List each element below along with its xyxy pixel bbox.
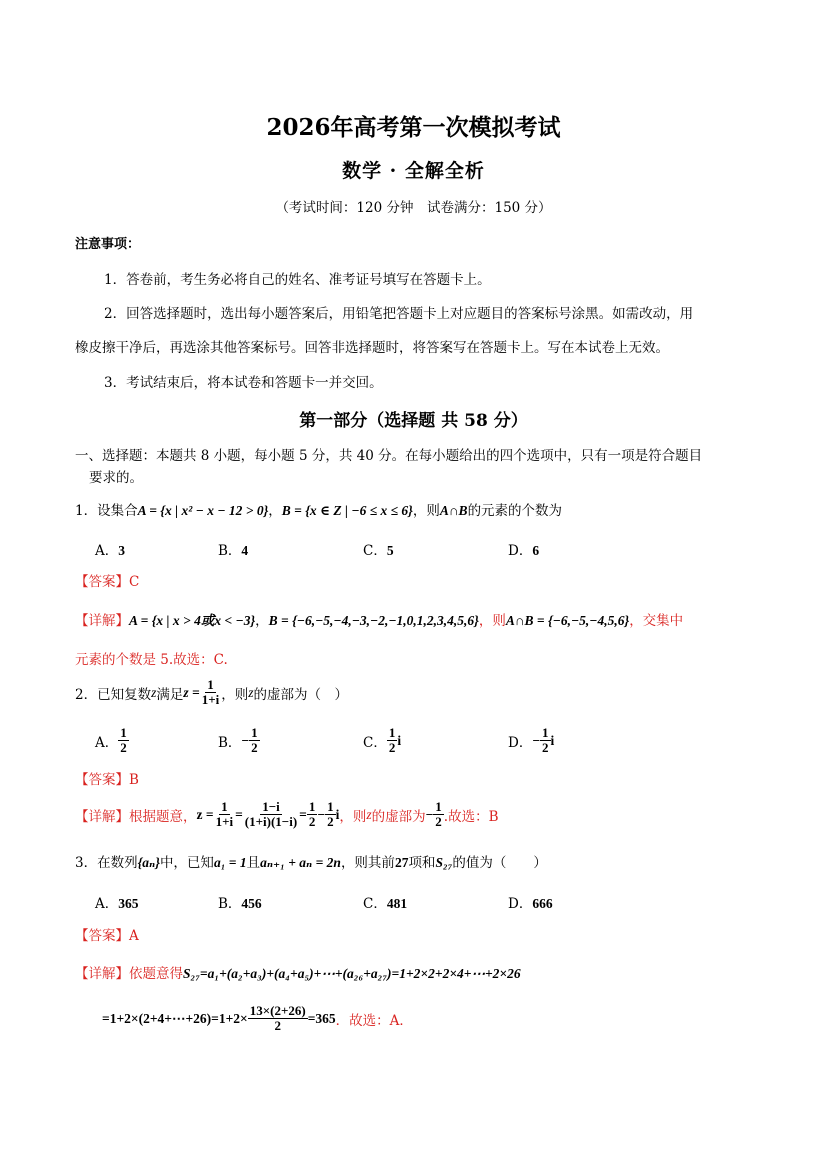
section-intro-line-1: 一、选择题：本题共 8 小题，每小题 5 分，共 40 分。在每小题给出的四个选项中，只有一项是符合题目: [75, 448, 703, 464]
q2-suffix-2: 的虚部为（ ）: [253, 686, 348, 703]
q1-option-d: [508, 539, 539, 559]
option-label: A．: [95, 543, 119, 559]
q1-option-a: [95, 539, 125, 559]
q3-detail-line-2: [102, 1004, 413, 1033]
q3-s27: S₂₇: [435, 855, 453, 870]
q1-suffix: ，则: [412, 503, 440, 519]
q2-detail-then: ，则: [339, 808, 367, 825]
q3-n27: 27: [394, 855, 409, 870]
option-fraction: [387, 726, 398, 755]
option-label: D．: [508, 543, 533, 559]
fraction-numerator: 1: [542, 725, 549, 740]
answer-tag: 【答案】: [75, 574, 129, 590]
q3-mid-4: 项和: [408, 855, 436, 871]
fraction-numerator: 1: [251, 725, 258, 740]
option-fraction: [118, 726, 129, 755]
answer-tag: 【答案】: [75, 928, 129, 944]
q3-mid-3: ，则其前: [340, 855, 395, 871]
option-label: B．: [218, 896, 242, 912]
question-1: [75, 499, 562, 519]
q3-detail-tail: ．故选：A．: [335, 1012, 413, 1029]
formula-minus: −: [317, 806, 326, 822]
section-title: 第一部分（选择题 共 58 分）: [299, 411, 528, 431]
answer-value: A: [129, 928, 139, 944]
q2-option-d: [508, 726, 554, 755]
formula-z: z =: [196, 806, 214, 822]
q3-mid-1: 中，已知: [159, 855, 214, 871]
q3-answer: [75, 924, 139, 944]
q1-set-b: B = {x ∈ Z | −6 ≤ x ≤ 6}: [281, 503, 413, 518]
fraction-numerator: 13×(2+26): [249, 1003, 306, 1018]
option-sign: −: [532, 732, 541, 748]
q2-detail-z: z: [366, 806, 372, 822]
q2-detail: [75, 800, 499, 829]
option-label: C．: [363, 896, 387, 912]
detail-tag: 【详解】: [75, 808, 129, 825]
option-unit: i: [550, 732, 555, 748]
q3-sequence: {aₙ}: [137, 855, 160, 870]
formula-frac-2: [243, 800, 299, 829]
q2-detail-tail: .故选：B: [443, 808, 499, 825]
option-value: 666: [532, 896, 553, 911]
q2-option-c: [363, 726, 401, 755]
q3-mid-2: 且: [246, 855, 261, 871]
q3-detail-formula-2a: =1+2×(2+4+⋯+26)=1+2×: [102, 1010, 248, 1026]
note-item-2-line-1: 2．回答选择题时，选出每小题答案后，用铅笔把答题卡上对应题目的答案标号涂黑。如需改动，用: [104, 306, 694, 322]
q2-prefix: 2．已知复数: [75, 686, 152, 703]
q1-detail-set-a: A = {x | x > 4或x < −3}: [129, 613, 256, 628]
q3-option-a: [95, 892, 139, 912]
q1-option-b: [218, 539, 248, 559]
q1-set-a: A = {x | x² − x − 12 > 0}: [137, 503, 269, 518]
section-intro-line-2: 要求的。: [89, 470, 143, 486]
option-label: C．: [363, 543, 387, 559]
option-label: B．: [218, 543, 242, 559]
note-item-3: 3．考试结束后，将本试卷和答题卡一并交回。: [104, 375, 383, 391]
option-label: D．: [508, 734, 533, 751]
q1-tail: 的元素的个数为: [467, 503, 563, 519]
option-fraction: [249, 726, 260, 755]
q1-comma: ，: [268, 503, 282, 519]
option-label: A．: [95, 896, 119, 912]
formula-equals: =: [235, 806, 243, 822]
fraction-denominator: 1+i: [215, 814, 234, 829]
q1-detail-line-2: 元素的个数是 5.故选：C.: [75, 652, 228, 668]
q3-detail-line-1: [75, 962, 521, 982]
page-subtitle: 数学 · 全解全析: [342, 160, 485, 182]
q3-suffix: 的值为（ ）: [452, 855, 547, 871]
answer-value: C: [129, 574, 140, 590]
formula-frac-5: [433, 800, 444, 829]
fraction-numerator: 1−i: [262, 799, 280, 814]
fraction-numerator: 1: [435, 799, 442, 814]
q2-detail-neg: −: [425, 806, 434, 822]
fraction-numerator: 1: [221, 799, 228, 814]
formula-frac-1: [214, 800, 236, 829]
q1-detail-sep: ，: [255, 613, 269, 629]
q1-detail-tail: ，交集中: [629, 613, 684, 629]
q3-option-b: [218, 892, 262, 912]
option-label: C．: [363, 734, 387, 751]
option-label: B．: [218, 734, 242, 751]
q3-prefix: 3．在数列: [75, 855, 138, 871]
q2-suffix: ，则: [221, 686, 249, 703]
q1-detail-set-b: B = {−6,−5,−4,−3,−2,−1,0,1,2,3,4,5,6}: [268, 613, 479, 628]
option-value: 481: [386, 896, 408, 911]
fraction-numerator: 1: [308, 799, 316, 814]
option-label: D．: [508, 896, 533, 912]
q2-answer: [75, 768, 139, 788]
note-item-1: 1．答卷前，考生务必将自己的姓名、准考证号填写在答题卡上。: [104, 272, 491, 288]
q2-fraction: [200, 678, 222, 707]
fraction-denominator: 2: [327, 814, 334, 829]
q3-detail-formula-1: S₂₇=a₁+(a₂+a₃)+(a₄+a₅)+⋯+(a₂₆+a₂₇)=1+2×2+2×4+⋯+2×26: [183, 966, 521, 981]
q2-detail-formula: [197, 800, 340, 829]
q2-option-b: [218, 726, 260, 755]
q1-answer: [75, 570, 139, 590]
q1-prefix: 1．设集合: [75, 503, 138, 519]
q3-cond-1: a₁ = 1: [213, 855, 247, 870]
fraction-denominator: 2: [274, 1018, 281, 1033]
fraction-denominator: (1+i)(1−i): [244, 814, 298, 829]
option-value: 4: [241, 543, 249, 558]
fraction-denominator: 2: [308, 814, 316, 829]
q2-option-a: [95, 726, 129, 755]
fraction-denominator: 2: [542, 740, 549, 755]
answer-value: B: [129, 772, 139, 788]
option-value: 365: [118, 896, 139, 911]
option-value: 6: [532, 543, 540, 558]
question-3: [75, 851, 547, 871]
note-item-2-line-2: 橡皮擦干净后，再选涂其他答案标号。回答非选择题时，将答案写在答题卡上。写在本试卷上无效。: [75, 340, 669, 356]
q2-detail-mid: 的虚部为: [371, 808, 426, 825]
q2-mid: 满足: [156, 686, 184, 703]
exam-info: （考试时间：120 分钟 试卷满分：150 分）: [275, 200, 552, 216]
q1-detail-then: ，则: [478, 613, 506, 629]
question-2: [75, 678, 348, 707]
q3-detail-text: 依题意得: [129, 966, 183, 982]
q2-var: z: [151, 684, 157, 700]
option-value: 5: [386, 543, 394, 558]
q3-option-d: [508, 892, 553, 912]
fraction-denominator: 1+i: [201, 692, 220, 707]
option-value: 3: [118, 543, 125, 558]
q1-detail-intersection: A∩B = {−6,−5,−4,5,6}: [505, 613, 630, 628]
page-title: 2026年高考第一次模拟考试: [266, 114, 561, 141]
q2-detail-text: 根据题意，: [129, 808, 197, 825]
formula-i: i: [335, 806, 340, 822]
q3-detail-formula-2b: =365: [307, 1010, 336, 1026]
fraction-numerator: 1: [207, 677, 214, 692]
formula-frac-3: [307, 800, 318, 829]
fraction-denominator: 2: [120, 740, 127, 755]
formula-equals: =: [299, 806, 307, 822]
option-sign: −: [241, 732, 250, 748]
detail-tag: 【详解】: [75, 613, 129, 629]
fraction-numerator: 1: [327, 799, 334, 814]
notes-heading: 注意事项：: [75, 237, 141, 252]
option-unit: i: [397, 732, 402, 748]
q1-option-c: [363, 539, 394, 559]
option-label: A．: [95, 734, 119, 751]
q1-intersection: A∩B: [439, 503, 468, 518]
option-value: 456: [241, 896, 262, 911]
q2-var-2: z: [248, 684, 254, 700]
answer-tag: 【答案】: [75, 772, 129, 788]
formula-frac-4: [325, 800, 336, 829]
q1-detail-line-1: [75, 609, 683, 629]
q3-option-c: [363, 892, 407, 912]
fraction-numerator: 1: [120, 725, 127, 740]
detail-tag: 【详解】: [75, 966, 129, 982]
fraction-denominator: 2: [251, 740, 258, 755]
fraction-denominator: 2: [435, 814, 442, 829]
q3-detail-fraction: [248, 1004, 308, 1033]
fraction-numerator: 1: [388, 725, 396, 740]
fraction-denominator: 2: [388, 740, 396, 755]
q3-cond-2: aₙ₊₁ + aₙ = 2n: [260, 855, 341, 870]
q2-eq: z =: [183, 684, 200, 700]
option-fraction: [540, 726, 551, 755]
